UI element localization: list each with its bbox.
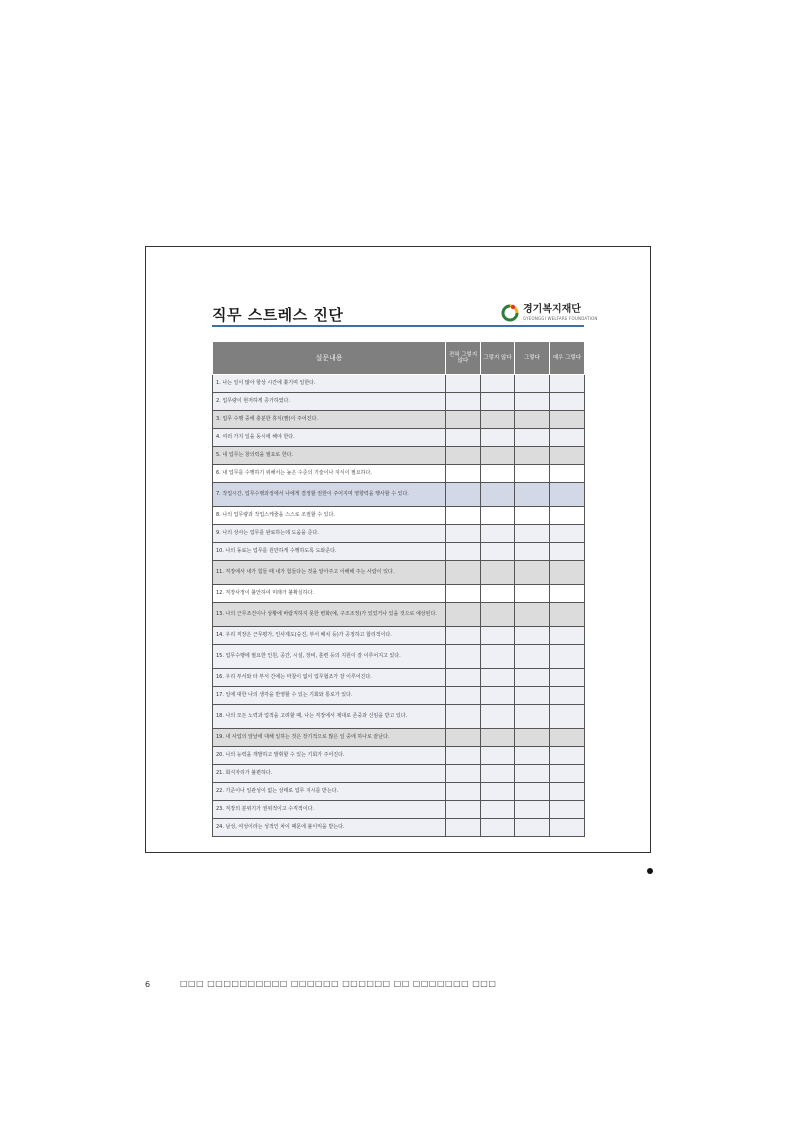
- answer-cell-strongly-agree[interactable]: [550, 669, 585, 687]
- answer-cell-strongly-agree[interactable]: [550, 447, 585, 465]
- answer-cell-strongly-agree[interactable]: [550, 645, 585, 669]
- question-text: 22. 기준이나 일관성이 없는 상태로 업무 지시를 받는다.: [213, 783, 446, 801]
- answer-cell-disagree[interactable]: [481, 585, 515, 603]
- question-text: 16. 우리 부서와 타 부서 간에는 마찰이 없이 업무협조가 잘 이루어진다.: [213, 669, 446, 687]
- answer-cell-strongly-disagree[interactable]: [446, 783, 481, 801]
- table-row: [213, 543, 585, 561]
- answer-cell-disagree[interactable]: [481, 669, 515, 687]
- answer-cell-disagree[interactable]: [481, 747, 515, 765]
- answer-cell-disagree[interactable]: [481, 603, 515, 627]
- answer-cell-strongly-disagree[interactable]: [446, 429, 481, 447]
- answer-cell-agree[interactable]: [515, 627, 550, 645]
- answer-cell-disagree[interactable]: [481, 801, 515, 819]
- answer-cell-disagree[interactable]: [481, 819, 515, 837]
- answer-cell-disagree[interactable]: [481, 483, 515, 507]
- answer-cell-strongly-disagree[interactable]: [446, 375, 481, 393]
- answer-cell-agree[interactable]: [515, 669, 550, 687]
- footer-text: □□□ □□□□□□□□□□ □□□□□□ □□□□□□ □□ □□□□□□□ □□□: [180, 979, 497, 988]
- answer-cell-strongly-disagree[interactable]: [446, 447, 481, 465]
- answer-cell-disagree[interactable]: [481, 765, 515, 783]
- table-row: [213, 819, 585, 837]
- answer-cell-strongly-disagree[interactable]: [446, 603, 481, 627]
- answer-cell-strongly-agree[interactable]: [550, 465, 585, 483]
- logo-name: 경기복지재단: [523, 304, 581, 315]
- answer-cell-agree[interactable]: [515, 765, 550, 783]
- answer-cell-strongly-disagree[interactable]: [446, 627, 481, 645]
- question-text: 3. 업무 수행 중에 충분한 휴식(짬)이 주어진다.: [213, 411, 446, 429]
- table-row: [213, 429, 585, 447]
- table-row: [213, 765, 585, 783]
- document-title: 직무 스트레스 진단: [212, 306, 344, 324]
- table-row: [213, 525, 585, 543]
- answer-cell-strongly-disagree[interactable]: [446, 393, 481, 411]
- table-row: [213, 687, 585, 705]
- title-underline: [212, 325, 584, 327]
- answer-cell-strongly-agree[interactable]: [550, 705, 585, 729]
- answer-cell-disagree[interactable]: [481, 783, 515, 801]
- answer-cell-strongly-disagree[interactable]: [446, 543, 481, 561]
- answer-cell-strongly-agree[interactable]: [550, 747, 585, 765]
- question-text: 7. 작업시간, 업무수행과정에서 나에게 결정할 권한이 주어지며 영향력을 행사할 수 있다.: [213, 483, 446, 507]
- answer-cell-agree[interactable]: [515, 393, 550, 411]
- answer-cell-strongly-agree[interactable]: [550, 375, 585, 393]
- foundation-logo-icon: [500, 303, 520, 323]
- header-disagree: 그렇지 않다: [481, 342, 515, 375]
- answer-cell-strongly-agree[interactable]: [550, 765, 585, 783]
- table-row: [213, 585, 585, 603]
- question-text: 11. 직장에서 내가 힘들 때 내가 힘들다는 것을 알아주고 이해해 주는 사람이 있다.: [213, 561, 446, 585]
- header-item: 설문내용: [213, 342, 446, 375]
- question-text: 18. 나의 모든 노력과 업적을 고려할 때, 나는 직장에서 제대로 존중과 신임을 받고 있다.: [213, 705, 446, 729]
- answer-cell-agree[interactable]: [515, 783, 550, 801]
- answer-cell-strongly-agree[interactable]: [550, 801, 585, 819]
- question-text: 17. 일에 대한 나의 생각을 반영할 수 있는 기회와 통로가 있다.: [213, 687, 446, 705]
- answer-cell-disagree[interactable]: [481, 465, 515, 483]
- question-text: 4. 여러 가지 일을 동시에 해야 한다.: [213, 429, 446, 447]
- question-text: 19. 내 사업의 앞날에 대해 일하는 것은 장기적으로 많은 일 중에 하나로 끝난다.: [213, 729, 446, 747]
- answer-cell-strongly-disagree[interactable]: [446, 765, 481, 783]
- answer-cell-agree[interactable]: [515, 429, 550, 447]
- table-row: [213, 411, 585, 429]
- page-number: 6: [145, 980, 151, 989]
- table-row: [213, 561, 585, 585]
- question-text: 1. 나는 일이 많아 항상 시간에 쫓기며 일한다.: [213, 375, 446, 393]
- header-agree: 그렇다: [515, 342, 550, 375]
- answer-cell-strongly-disagree[interactable]: [446, 483, 481, 507]
- answer-cell-disagree[interactable]: [481, 561, 515, 585]
- question-text: 13. 나의 근무조건이나 상황에 바람직하지 못한 변화(예, 구조조정)가 있었거나 있을 것으로 예상된다.: [213, 603, 446, 627]
- table-row: [213, 645, 585, 669]
- answer-cell-strongly-disagree[interactable]: [446, 585, 481, 603]
- answer-cell-strongly-disagree[interactable]: [446, 801, 481, 819]
- answer-cell-agree[interactable]: [515, 705, 550, 729]
- answer-cell-strongly-disagree[interactable]: [446, 819, 481, 837]
- stress-survey-table: [212, 341, 585, 837]
- answer-cell-disagree[interactable]: [481, 375, 515, 393]
- answer-cell-strongly-agree[interactable]: [550, 819, 585, 837]
- question-text: 2. 업무량이 현저하게 증가하였다.: [213, 393, 446, 411]
- answer-cell-strongly-agree[interactable]: [550, 687, 585, 705]
- answer-cell-agree[interactable]: [515, 447, 550, 465]
- answer-cell-disagree[interactable]: [481, 687, 515, 705]
- table-row: [213, 801, 585, 819]
- answer-cell-agree[interactable]: [515, 687, 550, 705]
- answer-cell-agree[interactable]: [515, 507, 550, 525]
- answer-cell-agree[interactable]: [515, 465, 550, 483]
- answer-cell-agree[interactable]: [515, 729, 550, 747]
- answer-cell-strongly-agree[interactable]: [550, 393, 585, 411]
- answer-cell-strongly-disagree[interactable]: [446, 561, 481, 585]
- logo-subtitle: GYEONGGI WELFARE FOUNDATION: [523, 316, 598, 321]
- answer-cell-disagree[interactable]: [481, 393, 515, 411]
- answer-cell-agree[interactable]: [515, 801, 550, 819]
- answer-cell-strongly-agree[interactable]: [550, 483, 585, 507]
- question-text: 9. 나의 상사는 업무를 완료하는데 도움을 준다.: [213, 525, 446, 543]
- question-text: 10. 나의 동료는 업무를 원만하게 수행하도록 도와준다.: [213, 543, 446, 561]
- answer-cell-strongly-agree[interactable]: [550, 429, 585, 447]
- question-text: 23. 직장의 분위기가 권위적이고 수직적이다.: [213, 801, 446, 819]
- answer-cell-disagree[interactable]: [481, 429, 515, 447]
- answer-cell-disagree[interactable]: [481, 705, 515, 729]
- answer-cell-agree[interactable]: [515, 645, 550, 669]
- answer-cell-strongly-disagree[interactable]: [446, 729, 481, 747]
- table-row: [213, 783, 585, 801]
- answer-cell-agree[interactable]: [515, 819, 550, 837]
- answer-cell-strongly-disagree[interactable]: [446, 465, 481, 483]
- answer-cell-agree[interactable]: [515, 411, 550, 429]
- answer-cell-disagree[interactable]: [481, 543, 515, 561]
- answer-cell-strongly-disagree[interactable]: [446, 669, 481, 687]
- answer-cell-strongly-agree[interactable]: [550, 603, 585, 627]
- table-row: [213, 705, 585, 729]
- answer-cell-agree[interactable]: [515, 525, 550, 543]
- answer-cell-agree[interactable]: [515, 747, 550, 765]
- table-row: [213, 465, 585, 483]
- answer-cell-strongly-agree[interactable]: [550, 783, 585, 801]
- answer-cell-strongly-disagree[interactable]: [446, 645, 481, 669]
- question-text: 6. 내 업무를 수행하기 위해서는 높은 수준의 기술이나 지식이 필요하다.: [213, 465, 446, 483]
- answer-cell-agree[interactable]: [515, 561, 550, 585]
- answer-cell-disagree[interactable]: [481, 627, 515, 645]
- answer-cell-strongly-disagree[interactable]: [446, 525, 481, 543]
- answer-cell-disagree[interactable]: [481, 729, 515, 747]
- answer-cell-strongly-disagree[interactable]: [446, 747, 481, 765]
- answer-cell-strongly-disagree[interactable]: [446, 411, 481, 429]
- answer-cell-disagree[interactable]: [481, 645, 515, 669]
- table-row: [213, 747, 585, 765]
- question-text: 14. 우리 직장은 근무평가, 인사제도(승진, 부서 배치 등)가 공정하고 합리적이다.: [213, 627, 446, 645]
- header-strongly-disagree: 전혀 그렇지 않다: [446, 342, 481, 375]
- question-text: 5. 내 업무는 창의력을 필요로 한다.: [213, 447, 446, 465]
- answer-cell-agree[interactable]: [515, 483, 550, 507]
- answer-cell-strongly-disagree[interactable]: [446, 507, 481, 525]
- answer-cell-strongly-disagree[interactable]: [446, 705, 481, 729]
- answer-cell-strongly-agree[interactable]: [550, 561, 585, 585]
- question-text: 24. 남성, 여성이라는 성적인 차이 때문에 불이익을 받는다.: [213, 819, 446, 837]
- answer-cell-strongly-agree[interactable]: [550, 543, 585, 561]
- question-text: 8. 나의 업무량과 작업스케줄을 스스로 조절할 수 있다.: [213, 507, 446, 525]
- table-row: [213, 669, 585, 687]
- question-text: 12. 직장사정이 불안하여 미래가 불확실하다.: [213, 585, 446, 603]
- answer-cell-strongly-agree[interactable]: [550, 525, 585, 543]
- answer-cell-disagree[interactable]: [481, 525, 515, 543]
- answer-cell-agree[interactable]: [515, 585, 550, 603]
- table-body: [213, 375, 585, 837]
- answer-cell-strongly-agree[interactable]: [550, 411, 585, 429]
- answer-cell-strongly-disagree[interactable]: [446, 687, 481, 705]
- answer-cell-strongly-agree[interactable]: [550, 585, 585, 603]
- answer-cell-disagree[interactable]: [481, 447, 515, 465]
- answer-cell-strongly-agree[interactable]: [550, 729, 585, 747]
- table-row: [213, 447, 585, 465]
- table-row: [213, 507, 585, 525]
- answer-cell-strongly-agree[interactable]: [550, 507, 585, 525]
- answer-cell-strongly-agree[interactable]: [550, 627, 585, 645]
- table-header-row: [213, 342, 585, 375]
- answer-cell-disagree[interactable]: [481, 507, 515, 525]
- table-row: [213, 393, 585, 411]
- foundation-logo: [500, 302, 598, 324]
- table-row: [213, 483, 585, 507]
- bullet-dot: [647, 868, 653, 874]
- table-row: [213, 375, 585, 393]
- answer-cell-disagree[interactable]: [481, 411, 515, 429]
- table-row: [213, 603, 585, 627]
- question-text: 21. 회식자리가 불편하다.: [213, 765, 446, 783]
- answer-cell-agree[interactable]: [515, 375, 550, 393]
- table-row: [213, 627, 585, 645]
- header-strongly-agree: 매우 그렇다: [550, 342, 585, 375]
- answer-cell-agree[interactable]: [515, 543, 550, 561]
- answer-cell-agree[interactable]: [515, 603, 550, 627]
- question-text: 20. 나의 능력을 개발하고 발휘할 수 있는 기회가 주어진다.: [213, 747, 446, 765]
- question-text: 15. 업무수행에 필요한 인원, 공간, 시설, 장비, 훈련 등의 지원이 잘 이루어지고 있다.: [213, 645, 446, 669]
- table-row: [213, 729, 585, 747]
